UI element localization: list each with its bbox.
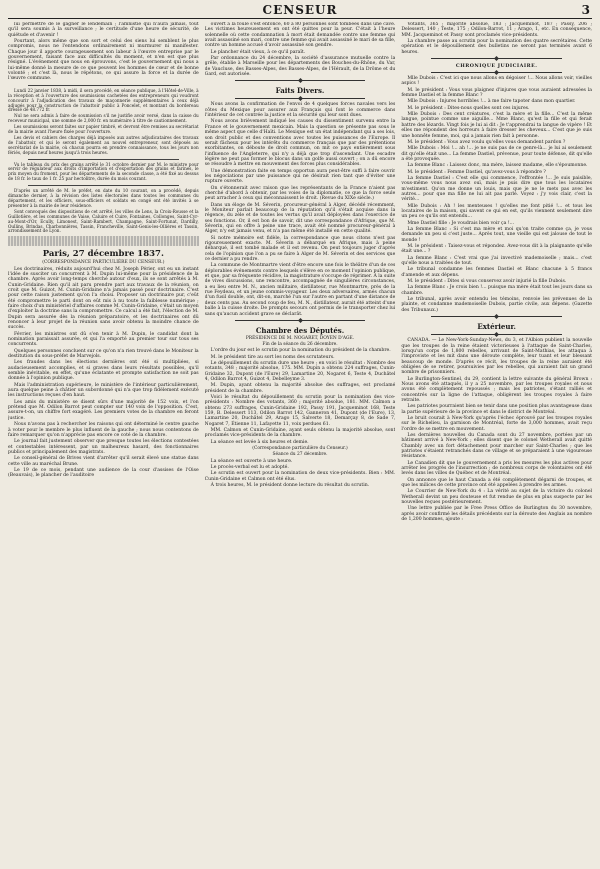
paragraph: M. le président : Dites si vous conservez avoir injurié la fille Dubois. [407, 279, 567, 285]
paragraph: Une démonstration faite en temps opportun aura peut-être suffi à faire ouvrir les négociations par une puissance qui ne désirait rien tant que d'éviter une rupture ouverte. [204, 168, 396, 185]
paragraph: M. le président : Vous vous plaignez d'injures que vous auraient adressées la femme Dastiel et la femme Blanc ? [401, 87, 593, 99]
paragraph: Pourtant, alors même que son sort et celui des siens lui semblent le plus compromis, nous ne l'entendons ordinairement ni murmurer ni manifester. Chaque jour il apporte courageusement son labeur à l'œuvre entreprise par le gouvernement, faisant face aux difficultés du moment, et n'en est que plus résigné. L'événement que nous en éprouvons, c'est le gouvernement qui nous a lui-même donné la mesure de ce que peuvent les hommes de cœur et de bonne volonté ; et c'est là, nous le répétons, ce qui assure la force et la durée de l'œuvre commune. [8, 39, 199, 82]
paragraph: ouvert à la foule s'est enfoncé, 60 à 80 personnes sont tombées dans une cave. Les victimes heureusement en ont été quittes pour la peur. C'était à l'heure solennelle où cette condamnation à mort était demandée contre une femme qui avait assassiné son mari, contre une femme qui avait assassiné le mari de sa fille, contre un homme accusé d'avoir assassiné son gendre. [204, 22, 396, 49]
paragraph: La chambre passe au scrutin pour la nomination des quatre secrétaires. Cette opération et le dépouillement des bulletins ne seront pas terminés avant 6 heures. [401, 39, 593, 55]
section-heading-faits-divers: Faits Divers. [275, 86, 325, 96]
paragraph: M. Dupin, ayant obtenu la majorité absolue des suffrages, est proclamé président de la chambre. [204, 383, 396, 394]
paragraph: M. le président : Taisez-vous et répondez. Avez-vous dit à la plaignante qu'elle était une... ? [401, 244, 593, 255]
paragraph: M. le président tire au sort les noms des scrutateurs. [210, 354, 335, 360]
paragraph: Le plancher était vieux, à ce qu'il paraît. [210, 49, 306, 55]
paragraph: Le tribunal, après avoir entendu les témoins, renvoie les prévenues de la plainte, et condamne mademoiselle Dubois, partie civile, aux dépens. (Gazette des Tribunaux.) [401, 297, 593, 313]
correspondence-note: (Correspondance particulière du Censeur.) [252, 446, 348, 452]
ornament-divider [431, 56, 562, 61]
paragraph: Les devis et cahiers des charges déjà imposés aux autres adjudicataires des travaux de l'abattoir, et qui le seront également au nouvel entrepreneur, sont déposés au secrétariat de la mairie, où chacun pourra en prendre connaissance, tous les jours non fériés, depuis neuf heures jusqu'à trois heures. [8, 134, 199, 155]
section-subheading: PRÉSIDENCE DE M. NOGARET, DOYEN D'AGE. [245, 335, 355, 341]
paragraph: À trois heures, M. le président donne lecture du résultat du scrutin. [210, 482, 370, 488]
paragraph: La séance est levée à six heures et demie. [210, 439, 309, 445]
paragraph: Le procès-verbal est lu et adopté. [210, 464, 289, 470]
page-number: 3 [581, 3, 590, 17]
column-1 [8, 22, 199, 867]
paragraph: lui permettre de le gagner le lendemain ; l'amnistié qui n'aura jamais, tout qu'il sera soumis à la surveillance ; le certitude d'une heure de sécurité, de quiétude et d'avenir ! [8, 22, 199, 38]
paragraph: Les amis du ministère se disent sûrs d'une majorité de 152 voix, et l'on prétend que M. Odilon Barrot peut compter sur 140 voix de l'opposition. C'est, assure-t-on, un chiffre fort exagéré. Les premiers votes de la chambre en feront justice. [8, 399, 199, 421]
ornament-divider [235, 96, 366, 101]
paragraph: M. le président : Vous avez voulu qu'elles vous demandent pardon ? [407, 139, 566, 145]
paragraph: Le conseil-général de Brives vient d'arrêter qu'il serait élevé une statue dans cette ville au maréchal Brune. [8, 456, 199, 467]
paragraph: Les patriotes pourraient bien se tenir dans une position plus avantageuse dans la partie supérieure de la province et dans le district de Montréal. [401, 404, 593, 415]
paragraph: Mais l'administration supérieure, le ministère de l'intérieur particulièrement, aura quelque peine à châtier un subordonné qui n'a que trop fidèlement exécuté les instructions reçues d'en haut. [8, 382, 199, 399]
paragraph: M. le président : Femme Dastiel, qu'avez-vous à répondre ? [407, 169, 546, 175]
paragraph: La femme Blanc : C'est vrai que j'ai invectivé mademoiselle ; mais... c'est qu'elle nous a traitées de tout. [401, 255, 593, 267]
paragraph: Mme Dastiel fille : Je voudrais bien voir ça !... [407, 220, 515, 226]
paragraph: Nul ne sera admis à faire de soumission s'il ne justifie avoir versé, dans la caisse du receveur municipal, une somme de 2,000 fr. en numéraire à titre de cautionnement. [8, 113, 199, 124]
paragraph: Le journal fait justement observer que presque toutes les élections contestées et contestables intéressent, par un malheureux hasard, des fonctionnaires publics et principalement des magistrats. [8, 439, 199, 455]
column-2 [205, 22, 396, 867]
paragraph: La séance est ouverte à une heure. [210, 458, 293, 464]
ornament-divider [235, 78, 366, 83]
paragraph: Si notre mémoire est fidèle, la correspondance que nous citons n'est pas rigoureusement exacte. M. Séverin a débarqué en Afrique, mais à peine débarqué, il est tombé malade et il est revenu. On peut toujours juger d'après cela de l'opinion que l'on a pu se faire à Alger de M. Séverin et des services que ce dernier a pu rendre. [204, 235, 396, 263]
paragraph: Nous avons la confirmation de l'envoi de 4 quelques forces navales vers les côtes du Mexique pour assurer aux Français qui font le commerce dans l'intérieur de cet contrée la justice et la sécurité qui leur sont dues. [204, 102, 396, 119]
masthead [8, 3, 592, 19]
paragraph: Le dépouillement du scrutin dure une heure ; en voici le résultat : Nombre des votants, 348 ; majorité absolue, 175. MM. Dupin a obtenu 224 suffrages, Cunin-Gridaine 32, Dupont (de l'Eure) 29, Lamartine 20, Nogaret 6, Teste 4, Duchâtel 4, Odilon Barrot 4, Guizot 4, Debelleyme 3. [204, 360, 396, 382]
paragraph: Quelques personnes concluent sur ce qu'on n'a rien trouvé dans le Moniteur la destitution du sous-préfet de Marvejols. [8, 348, 199, 360]
session-date: Séance du 27 décembre. [272, 452, 328, 458]
section-heading-chambre: Chambre des Députés. [255, 325, 345, 335]
newspaper-title: CENSEUR [262, 3, 338, 17]
paragraph: Lundi 22 janvier 1838, à midi, il sera procédé, en séance publique, à l'Hôtel-de-Ville, à la réception et à l'ouverture des soumissions cachetées des entrepreneurs qui voudront concourir à l'adjudication des travaux de maçonnerie supplémentaires à ceux déjà adjugés pour la construction de l'abattoir public à Poncelet, et montant du bordereau dressé de 48.772 fr. [8, 87, 199, 113]
paragraph: Vu le tableau du prix des grains arrêté le 31 octobre dernier par M. le ministre pour servir de régulateur aux droits d'importation et d'exportation des grains et farines, le prix moyen du froment, pour les départements de la seconde classe, a été fixé au dessus de 18 fr. le taux de 1 fr. 25 par hectolitre, durée du mois courant. [8, 161, 199, 182]
paragraph: CANADA. — Le New-York-Sunday-News, du 3, et l'Albion publient la nouvelle que les troupes de la reine étaient victorieuses à l'attaque de Saint-Charles, lorsqu'un corps de 1,800 rebelles, arrivant de Saint-Mathias, les attaqua à l'improviste et les mit dans une déroute complète, leur tuant et leur blessant beaucoup de monde. D'après ce récit, les troupes de la reine auraient été obligées de se retirer, poursuivies par les rebelles, qui auraient fait un grand nombre de prisonniers. [401, 338, 593, 376]
section-heading-chronique: CHRONIQUE JUDICIAIRE. [455, 63, 538, 70]
paragraph: La femme Dastiel : C'est elle qui commence, l'effrontée !... Je suis paisible, vous-même vous nous avez ouï, mais je puis dire que tous les locataires m'estiment. Qu'on me donne un louis, mais que je ne le mets pas avec les autres... pour que ma fille ne lui ait pas parlé. Voyez : j'y vois clair, c'est la vérité... [401, 175, 593, 203]
separator [28, 185, 179, 186]
paragraph: Mlle Dubois : Moi !... ah !... je ne suis pas de ce genre-là... je lui ai seulement dit qu'elle était une... La femme Dastiel, prévenue, pour toute défense, dit qu'elle a été provoquée. [401, 146, 593, 162]
paragraph: Par ordonnance du 24 décembre, la société d'assurance mutuelle contre la grêle, établie à Marseille pour les départements des Bouches-du-Rhône, du Var, de Vaucluse, des Basses-Alpes, des Basses-Alpes, de l'Hérault, de la Drôme et du Gard, est autorisée. [204, 56, 396, 78]
paragraph: On annonce que le haut Canada a été complètement dégarni de troupes, et que les milices de cette province ont été appelées à prendre les armes. [401, 477, 593, 489]
paragraph: MM. Calmon et Cunin-Gridaine, ayant seuls obtenu la majorité absolue, sont proclamés vice-présidents de la chambre. [204, 428, 396, 439]
paragraph: Le Canadien dit que le gouvernement a pris les mesures les plus actives pour arrêter les progrès de l'insurrection ; de nombreux corps de volontaires ont été levés dans les villes de Québec et de Montréal. [401, 460, 593, 477]
paragraph: La femme Blanc : Je crois bien !... puisque ma mère était tout les jours dans sa chambre. [401, 285, 593, 296]
paragraph: La commune de Montmartre vient d'être encore une fois le théâtre d'un de ces déplorables événements contre lesquels s'élève en ce moment l'opinion publique, et que, par sa fréquente récidive, la magistrature s'occupe de réprimer. À la suite de vives discussions, une rencontre, accompagnée de singulières circonstances, a eu lieu entre M. N., ancien militaire, distillateur, rue Montmartre, près de la rue Feydeau, et un jeune commis-voyageur. Les deux adversaires, armés chacun d'un fusil double, ont, dit-on, marché l'un sur l'autre en partant d'une distance de deux cents pas. Au second coup de feu, M. N., distillateur, aurait été atteint d'une balle à la cuisse droite. De prompts secours ont permis de le transporter chez lui sans qu'aucun accident grave se déclarât. [204, 263, 396, 317]
paragraph: Dans un éloge de M. Séverin, procureur-général à Alger, décédé récemment, le Moniteur parlait beaucoup de la réputation qu'il s'était acquise dans la régence, du zèle et de toutes les vertus qu'il avait déployées dans l'exercice de ses fonctions. Or, il est bon de savoir, dit une correspondance d'Afrique, que M. Séverin, qui en offre à peine une trace, avait été nommé procureur-général à Alger, n'y est jamais venu, et n'a pas même été installé en cette qualité. [204, 202, 396, 235]
paragraph: Le Courrier de New-York du 4 : La vérité au sujet de la victoire du colonel Wetherall devint un peu douteuse et fut rendue de plus en plus suspecte par les nouvelles reçues postérieurement. [401, 489, 593, 506]
paragraph: Voici le résultat du dépouillement du scrutin pour la nomination des vice-présidents : Nombre des votants, 360 ; majorité absolue, 181. MM. Calmon a obtenu 273 suffrages, Cunin-Gridaine 192, Passy 191, Jacqueminot 168, Teste 159, B. Delessert 113, Odilon Barrot 142, Ganneron 41, Dupont (de l'Eure), 13, Lamartine 20, Duchâtel 29, Arago 15, Salverte 18, Demarçay 8, de Sade 7, Nogaret 7, Étienne 11, Lafayette 11, voix perdues 61. [204, 395, 396, 427]
paragraph: Les dernières nouvelles du Canada sont du 27 novembre, portées par un bâtiment arrivé à New-York ; elles disent que le colonel Wetherall avait quitté Chambly avec un fort détachement pour marcher sur Saint-Charles ; que les patriotes s'étaient retranchés dans ce village et se préparaient à une vigoureuse résistance. [401, 433, 593, 460]
section-subheading: (CORRESPONDANCE PARTICULIÈRE DU CENSEUR.) [42, 260, 165, 266]
masthead-rule [8, 18, 592, 19]
paragraph: Le 19 de ce mois, pendant une audience de la cour d'assises de l'Oise (Beauvais), le plancher de l'auditoire [8, 467, 199, 479]
paragraph: La femme Blanc : Si c'est ma mère et moi qu'on traite comme ça, je vous demande un peu si c'est juste... Après tout, une vieille qui est jalouse de tout le monde ! [401, 227, 593, 243]
paragraph: Les soumissions seront faites sur papier timbré, et devront être remises au secrétariat de la mairie avant l'heure fixée pour l'ouverture. [8, 124, 199, 135]
paragraph: Votants, 365 ; majorité absolue, 183 ; Jacqueminot, 187 ; Passy, 206 ; Delessert, 140 ; Teste, 175 ; Odilon-Barrot, 11 ; Arago, 1, etc. En conséquence, MM. Jacqueminot et Passy sont proclamés vice-présidents. [401, 22, 593, 38]
decorative-strip [8, 236, 199, 246]
paragraph: Le bruit courait à New-York qu'après l'échec éprouvé par les troupes royales sur le Richelieu, la garnison de Montréal, forte de 3,000 hommes, avait reçu l'ordre de se mettre en mouvement. [401, 415, 593, 432]
paragraph: Nous n'avons pas à rechercher les raisons qui ont déterminé le centre gauche à voter pour le membre le plus influent de la gauche ; nous nous contentons de faire remarquer qu'on n'apprécie pas encore ce coté de la chambre. [8, 422, 199, 438]
paragraph: Le tribunal condamne les femmes Dastiel et Blanc chacune à 5 francs d'amende et aux dépens. [401, 267, 593, 278]
separator [28, 85, 179, 86]
paragraph: Le Burlington-Sentinel, du 29, contient la lettre suivante du général Brown : Nous avons été attaqués, il y a 25 novembre, par les troupes royales et nous avons été complètement repoussés ; mais les patriotes, s'étant ralliés et concentrés sur la ligne de l'attaque, obligèrent les troupes royales à faire retraite. [401, 376, 593, 403]
ornament-divider [431, 314, 562, 319]
column-3 [401, 22, 592, 867]
paragraph: Février, les ministres ont dû s'en tenir à M. Dupin, le candidat dont la nomination paraissait assurée, et qui l'a emporté au premier tour sur tous ses concurrents. [8, 331, 199, 348]
ornament-divider [431, 332, 562, 337]
paragraph: Mlle Dubois : C'est ici que nous allons en dégoiser !... Nous allons voir, vieilles aspics ! [401, 76, 593, 87]
paragraph: Mlle Dubois : Ah ! les menteuses ! qu'elles me font pitié !... et tous les locataires de la maison, qui savent ce qui en est, qu'ils viennent seulement dire un peu ce qu'ils ont entendu... [401, 203, 593, 220]
paragraph: Les fraudes dans les élections dernières ont été si multipliées, si audacieusement accomplies, et si graves dans leurs résultats possibles, qu'il semble inévitable, en effet, qu'une éclatante et prompte satisfaction ne soit pas donnée à l'opinion publique. [8, 360, 199, 382]
paragraph: Une lettre publiée par le Free Press Office de Burlington du 30 novembre, après avoir confirmé les détails précédents sur la déroute des Anglais au nombre de 1,200 hommes, ajoute : [401, 506, 593, 523]
paragraph: Mlle Dubois : Injures horribles !... à me faire tapoter dans mon quartier. [407, 99, 576, 105]
paragraph: Nous avons brièvement indiqué les causes du dissentiment survenu entre la France et le gouvernement mexicain. Mais la question se présente pas sous le même aspect que celle d'Haïti. Le Mexique est un état indépendant qui a ses lois, son droit public et des conventions avec toutes les puissances de l'Europe. Il serait fâcheux pour les intérêts du commerce français que par des prétentions exorbitantes, on déboute de droit commun, on mit ce pays entièrement sous l'influence de l'Angleterre, qui n'y a déjà que trop d'ascendant. Une escadre légère ne peut pas former le blocus dans un golfe aussi ouvert ; on a dû encore se résoudre à mettre en mouvement des forces plus considérables. [204, 119, 396, 168]
paragraph: M. le président : Dites-nous quelles sont ces injures. [407, 105, 530, 111]
section-heading-exterieur: Extérieur. [477, 322, 516, 332]
paragraph: Mlle Dubois : Des cent créatures, c'est la mère et la fille... C'est la même langue, pointue comme une aiguille... Mme Blanc, qu'est la fille et qui ferait battre des lézards. Vingt fois je lui ai dit : Je t'apprendrai ta langue de vipère ! Et elles me répondent des horreurs à faire dresser les cheveux... C'est que je suis une honnête femme, moi, qui a jamais rien fait à personne. [401, 112, 593, 139]
paragraph: Sont convoqués des dispositions de cet arrêté, les villes de Lens, la Croix-Rousse et la Guillotière, et les communes de Vaise, Caluire et Cuire, Fontaines, Collonges, Saint-Cyr-au-Mont-d'Or, Ecully, Limonest, Saint-Rambert, Champagne, Saint-Fortunat, Dardilly, Oullins, Brindas, Charbonnières, Tassin, Francheville, Saint-Genis-les-Ollières et Tassin, arrondissement de Lyon. [8, 208, 199, 234]
paragraph: Le scrutin est ouvert pour la nomination de deux vice-présidents. Bien : MM. Cunin-Gridaine et Calmon ont été élus. [204, 471, 396, 482]
ornament-divider [431, 70, 562, 75]
columns [8, 22, 592, 867]
paragraph: On s'étonnerait avec raison que les représentants de la France n'aient pas cherché d'abord à obtenir, par les voies de la diplomatie, ce que la force seule peut arracher à ceux qui méconnaissent le droit. (Revue du XIXe siècle.) [204, 185, 396, 202]
separator [28, 159, 179, 160]
paragraph: D'après un arrêté de M. le préfet, en date du 10 courant, on a procédé, depuis dimanche dernier, à la révision des listes électorales dans toutes les communes du département, et les officiers, sous-officiers et soldats en congé ont été invités à se présenter à la mairie de leur résidence. [8, 188, 199, 208]
paragraph: Les doctrinaires, réduits aujourd'hui chez M. Joseph Périer, ont eu un instant l'idée de susciter un concurrent à M. Dupin lui-même pour la présidence de la chambre. Après avoir long-temps cherché autour d'eux, ils se sont arrêtés à M. Cunin-Gridaine. Rien qu'il ait paru prendre part aux travaux de la réunion, on croit que M. Guizot, M. Cunin-Gridaine n'a jamais passé pour doctrinaire. C'est pour cette raison justement qu'on l'a choisi. Proposer un doctrinaire pur, c'eût été compromettre le parti dont on eût mis à nu toute la faiblesse numérique ; faire choix d'un ministériel d'affaires comme M. Cunin-Gridaine, c'était un moyen d'exploiter la doctrine sans la compromettre. Ce calcul a été fait, l'élection de M. Dupin sera assurée dès la réunion préparatoire, et les doctrinaires ont dû renoncer à leur projet de la réunion sans avoir obtenu la moindre chance de succès. [8, 266, 199, 331]
session-date: Fin de la séance du 26 décembre. [262, 342, 338, 348]
ornament-divider [235, 318, 366, 323]
section-heading-paris: Paris, 27 décembre 1837. [42, 249, 164, 260]
paragraph: L'ordre du jour est le scrutin pour la nomination du président de la chambre. [210, 348, 391, 354]
paragraph: La femme Blanc : Laissez donc, ma mère, laissez madame, elle s'époumonne. [407, 163, 588, 169]
